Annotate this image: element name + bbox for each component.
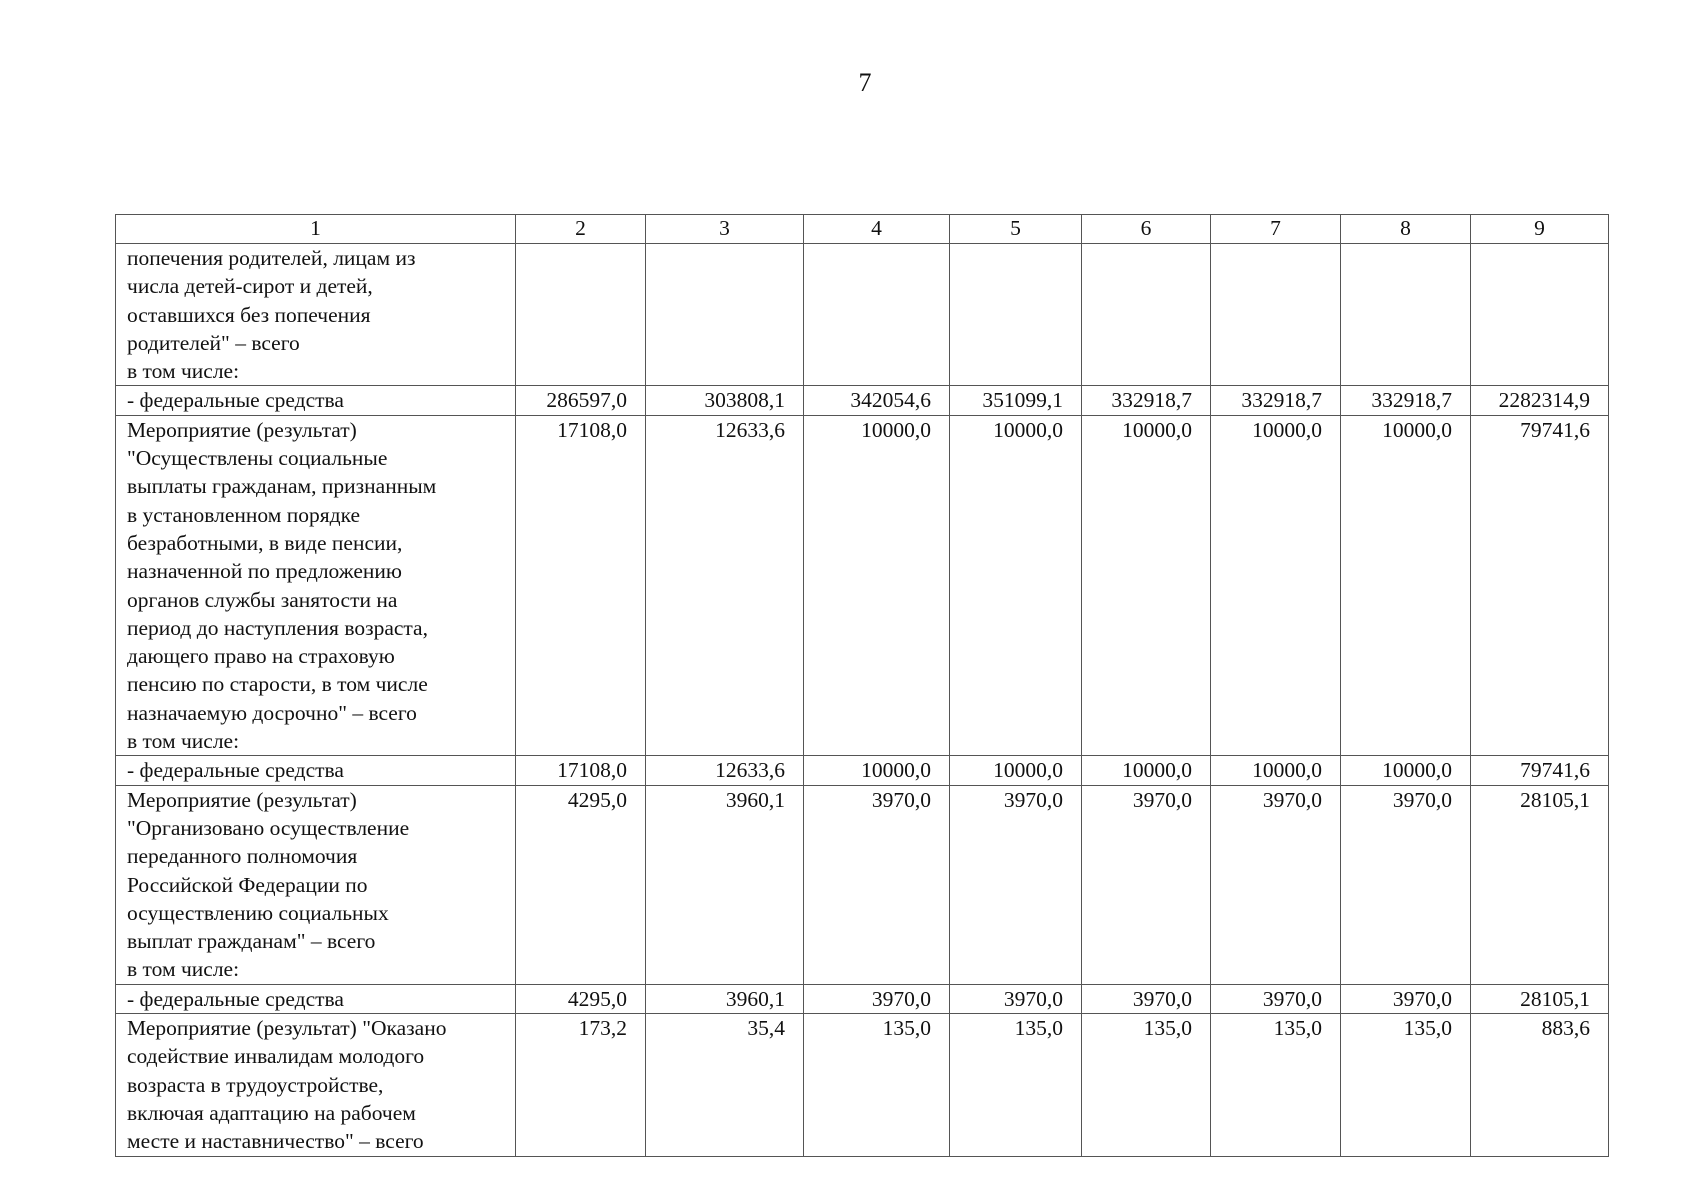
row-label-line: органов службы занятости на: [127, 587, 398, 612]
column-header: 3: [646, 215, 804, 244]
value-cell: 332918,7: [1341, 386, 1471, 415]
table-row: [116, 386, 1609, 415]
row-label-cell: [116, 756, 516, 785]
row-label-cell: [116, 984, 516, 1013]
row-label-cell: [116, 785, 516, 984]
value-cell: 3970,0: [1341, 785, 1471, 984]
column-header: 9: [1471, 215, 1609, 244]
value-cell: [1082, 244, 1211, 386]
value-cell: 10000,0: [804, 756, 950, 785]
row-label-line: переданного полномочия: [127, 844, 358, 869]
value-cell: 286597,0: [516, 386, 646, 415]
value-cell: 28105,1: [1471, 785, 1609, 984]
value-cell: 173,2: [516, 1014, 646, 1156]
column-header: 6: [1082, 215, 1211, 244]
value-cell: 3970,0: [804, 984, 950, 1013]
row-label-line: "Организовано осуществление: [127, 815, 410, 840]
value-cell: [1211, 244, 1341, 386]
value-cell: 2282314,9: [1471, 386, 1609, 415]
column-header: 4: [804, 215, 950, 244]
value-cell: 3970,0: [950, 984, 1082, 1013]
row-label-line: месте и наставничество" – всего: [127, 1129, 424, 1154]
row-label-line: - федеральные средства: [127, 758, 344, 783]
value-cell: 135,0: [804, 1014, 950, 1156]
row-label-line: выплат гражданам" – всего: [127, 929, 376, 954]
table-row: [116, 984, 1609, 1013]
value-cell: [1471, 244, 1609, 386]
value-cell: [804, 244, 950, 386]
row-label-line: Российской Федерации по: [127, 872, 368, 897]
value-cell: 135,0: [1211, 1014, 1341, 1156]
value-cell: 3960,1: [646, 785, 804, 984]
value-cell: 10000,0: [950, 415, 1082, 756]
row-label-line: назначаемую досрочно" – всего: [127, 700, 417, 725]
budget-table: [115, 214, 1609, 1157]
value-cell: 10000,0: [950, 756, 1082, 785]
row-label-line: осуществлению социальных: [127, 900, 389, 925]
value-cell: 28105,1: [1471, 984, 1609, 1013]
value-cell: 3970,0: [1082, 785, 1211, 984]
row-label-line: назначенной по предложению: [127, 559, 402, 584]
column-header: 8: [1341, 215, 1471, 244]
table-row: [116, 415, 1609, 756]
value-cell: 332918,7: [1211, 386, 1341, 415]
row-label-line: содействие инвалидам молодого: [127, 1044, 425, 1069]
value-cell: 135,0: [1341, 1014, 1471, 1156]
table-header-row: [116, 215, 1609, 244]
value-cell: 17108,0: [516, 756, 646, 785]
row-label-line: возраста в трудоустройстве,: [127, 1072, 384, 1097]
row-label-line: в установленном порядке: [127, 502, 361, 527]
value-cell: [646, 244, 804, 386]
value-cell: 10000,0: [804, 415, 950, 756]
value-cell: 3970,0: [1082, 984, 1211, 1013]
row-label-cell: [116, 386, 516, 415]
value-cell: 35,4: [646, 1014, 804, 1156]
value-cell: 332918,7: [1082, 386, 1211, 415]
table-body: [116, 215, 1609, 1157]
value-cell: 135,0: [950, 1014, 1082, 1156]
row-label-line: включая адаптацию на рабочем: [127, 1100, 416, 1125]
row-label-line: выплаты гражданам, признанным: [127, 474, 437, 499]
value-cell: 10000,0: [1211, 756, 1341, 785]
row-label-cell: [116, 1014, 516, 1156]
row-label-line: - федеральные средства: [127, 388, 344, 413]
row-label-line: Мероприятие (результат) "Оказано: [127, 1016, 447, 1041]
value-cell: 3970,0: [804, 785, 950, 984]
row-label-line: оставшихся без попечения: [127, 302, 371, 327]
table-row: [116, 785, 1609, 984]
column-header: 5: [950, 215, 1082, 244]
table-row: [116, 1014, 1609, 1156]
value-cell: 342054,6: [804, 386, 950, 415]
value-cell: 12633,6: [646, 756, 804, 785]
value-cell: 3960,1: [646, 984, 804, 1013]
value-cell: 883,6: [1471, 1014, 1609, 1156]
row-label-line: период до наступления возраста,: [127, 615, 428, 640]
row-label-line: Мероприятие (результат): [127, 417, 357, 442]
table-row: [116, 244, 1609, 386]
page-number: 7: [858, 68, 872, 97]
value-cell: 10000,0: [1341, 415, 1471, 756]
row-label-line: - федеральные средства: [127, 986, 344, 1011]
value-cell: [1341, 244, 1471, 386]
table-row: [116, 756, 1609, 785]
value-cell: [950, 244, 1082, 386]
value-cell: 79741,6: [1471, 756, 1609, 785]
value-cell: 10000,0: [1082, 415, 1211, 756]
row-label-cell: [116, 244, 516, 386]
value-cell: 10000,0: [1341, 756, 1471, 785]
value-cell: 17108,0: [516, 415, 646, 756]
value-cell: 3970,0: [1211, 785, 1341, 984]
row-label-line: в том числе:: [127, 729, 240, 754]
value-cell: 3970,0: [1341, 984, 1471, 1013]
row-label-line: пенсию по старости, в том числе: [127, 672, 428, 697]
value-cell: 3970,0: [1211, 984, 1341, 1013]
row-label-line: Мероприятие (результат): [127, 787, 357, 812]
row-label-cell: [116, 415, 516, 756]
column-header: 1: [116, 215, 516, 244]
value-cell: 4295,0: [516, 785, 646, 984]
value-cell: 10000,0: [1082, 756, 1211, 785]
column-header: 7: [1211, 215, 1341, 244]
row-label-line: безработными, в виде пенсии,: [127, 530, 403, 555]
value-cell: 79741,6: [1471, 415, 1609, 756]
value-cell: 10000,0: [1211, 415, 1341, 756]
value-cell: 351099,1: [950, 386, 1082, 415]
row-label-line: дающего право на страховую: [127, 644, 395, 669]
value-cell: 135,0: [1082, 1014, 1211, 1156]
row-label-line: попечения родителей, лицам из: [127, 246, 416, 270]
value-cell: [516, 244, 646, 386]
row-label-line: родителей" – всего: [127, 330, 300, 355]
row-label-line: в том числе:: [127, 957, 240, 982]
value-cell: 3970,0: [950, 785, 1082, 984]
row-label-line: в том числе:: [127, 359, 240, 384]
column-header: 2: [516, 215, 646, 244]
row-label-line: числа детей-сирот и детей,: [127, 274, 373, 299]
value-cell: 4295,0: [516, 984, 646, 1013]
value-cell: 303808,1: [646, 386, 804, 415]
row-label-line: "Осуществлены социальные: [127, 446, 388, 471]
value-cell: 12633,6: [646, 415, 804, 756]
